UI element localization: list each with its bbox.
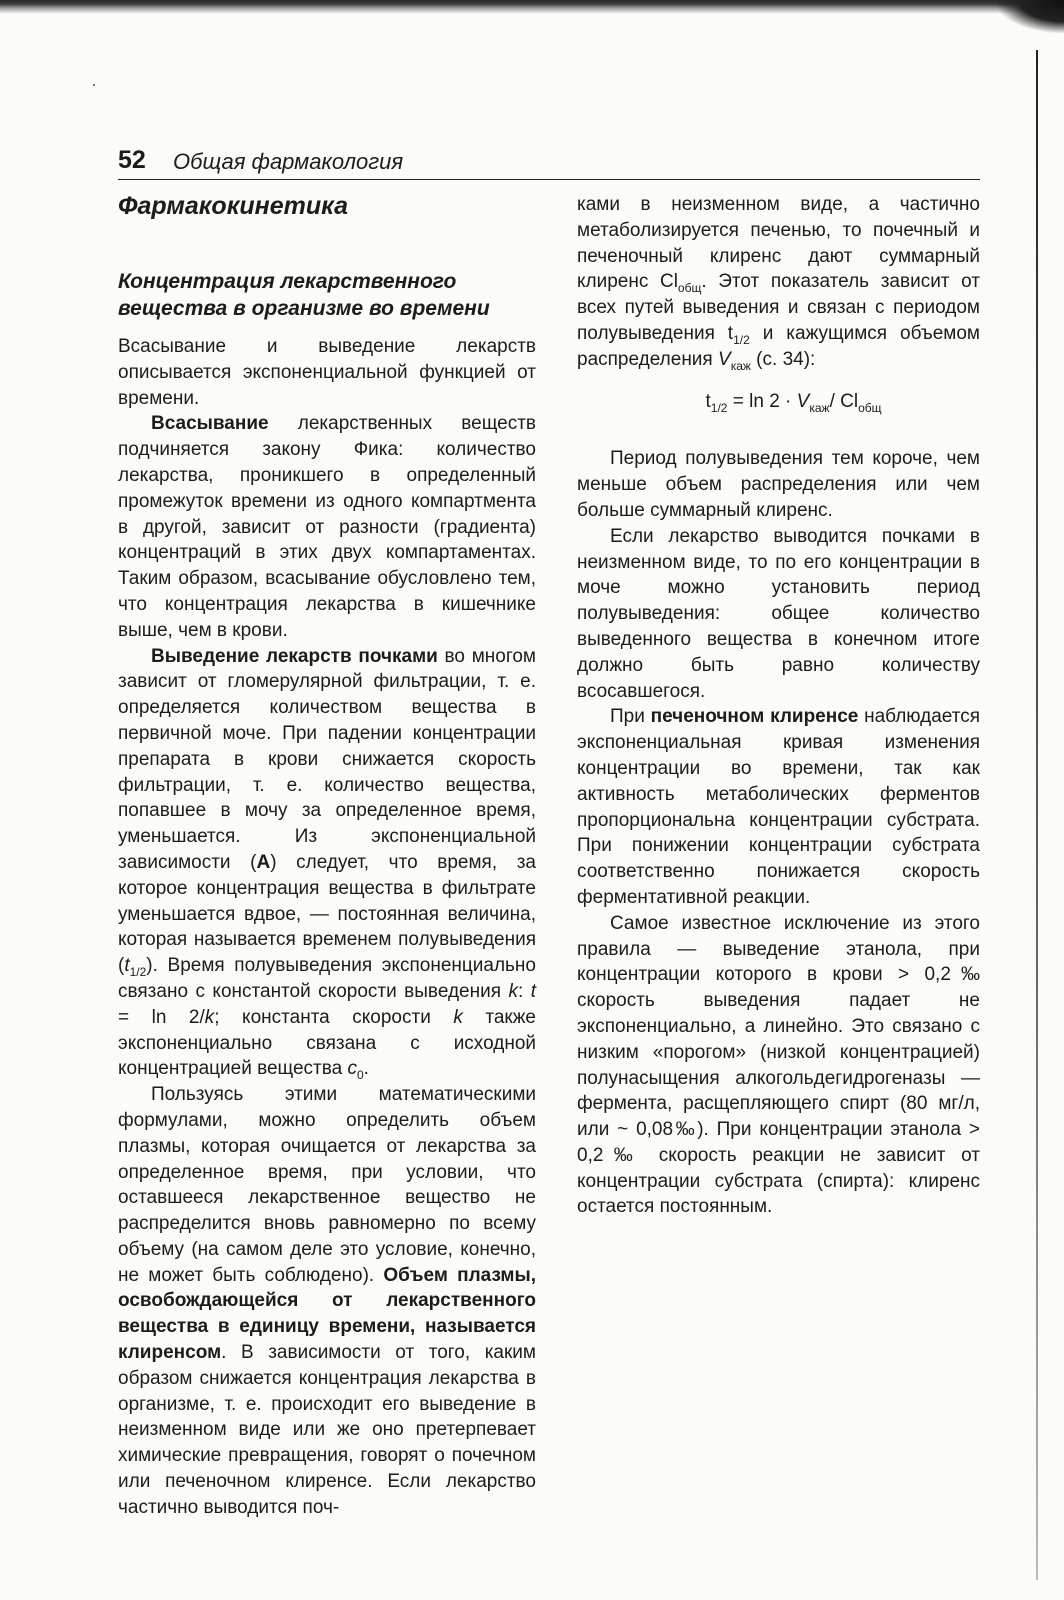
scan-corner-shadow — [994, 0, 1064, 34]
renal-text-e: = ln 2/ — [118, 1006, 205, 1028]
running-title: Общая фармакология — [173, 149, 404, 174]
renal-text-c: ). Время полувыведения экспоненциально связано с константой скорости выведения — [118, 955, 536, 1002]
clearance-text-a: Пользуясь этими математическими формулами, можно определить объем плазмы, которая очищается от лекарства за определенное время, при условии, что оставшееся лекарственное вещество не распределится вновь равномерно по всему объему (на самом деле это условие, конечно, не может быть соблюдено). — [118, 1084, 536, 1286]
renal-text-b: ) следует, что время, за которое концентрация вещества в фильтрате уменьшается вдвое, — постоянная величина, которая называется временем полувыведения ( — [118, 851, 536, 977]
symbol-t2: t — [530, 980, 537, 1002]
total-clearance-text-c: и кажущимся объемом распределения — [577, 322, 980, 370]
figure-ref-a: А — [256, 851, 271, 873]
renal-text-f: ; константа скорости — [214, 1006, 454, 1028]
term-absorption: Всасывание — [151, 413, 269, 435]
formula-ln2: = ln 2 · — [727, 390, 797, 412]
paragraph-hepatic-clearance — [577, 704, 980, 910]
half-life-formula — [577, 389, 980, 415]
section-title: Фармакокинетика — [118, 192, 349, 220]
total-clearance-text-b: . Этот показатель зависит от всех путей выведения и связан с периодом полувыведения t — [577, 271, 980, 344]
symbol-k2: k — [204, 1006, 215, 1028]
subsection-title: Концентрация лекарственного вещества в организме во времени — [118, 270, 490, 320]
term-hepatic-clearance: печеночном клиренсе — [650, 706, 859, 728]
renal-text-a: во многом зависит от гломерулярной фильтрации, т. е. определяется количеством вещества в первичной моче. При падении концентрации препарата в крови снижается скорость фильтрации, т. е. количество вещества, попавшее в мочу за определенное время, уменьшается. Из экспоненциальной зависимости ( — [118, 645, 536, 873]
formula-v-sub: каж — [809, 400, 830, 415]
symbol-c0: c — [347, 1058, 357, 1080]
term-renal-elimination: Выведение лекарств почками — [151, 645, 438, 667]
symbol-t: t — [124, 955, 130, 977]
formula-t: t — [705, 390, 711, 412]
clearance-text-b: . В зависимости от того, каким образом снижается концентрация лекарства в организме, т. е. происходит его выведение в неизменном виде или же оно претерпевает химические превращения, говорят о почечном или печеночном клиренсе. Если лекарство частично выводится поч- — [118, 1342, 536, 1518]
paragraph-urine: Если лекарство выводится почками в неизменном виде, то по его концентрации в моче можно установить период полувыведения: общее количество выведенного вещества в конечном итоге должно быть равно количеству всосавшегося. — [577, 525, 980, 702]
t-half-sub: 1/2 — [733, 332, 750, 347]
scan-right-edge — [1036, 50, 1038, 1580]
total-clearance-text-a: ками в неизменном виде, а частично метаболизируется печенью, то почечный и печеночный клиренс дают суммарный клиренс Cl — [577, 194, 980, 293]
symbol-k3: k — [453, 1006, 463, 1028]
paragraph-absorption — [118, 411, 536, 643]
paragraph-ethanol: Самое известное исключение из этого правила — выведение этанола, при концентрации которого в крови > 0,2‰ скорость выведения падает не экспоненциально, а линейно. Это связано с низким «порогом» (низкой концентрацией) полунасыщения алкогольдегидрогеназы — фермента, расщепляющего спирт (80 мг/л, или ~ 0,08‰). При концентрации этанола > 0,2‰ скорость реакции не зависит от концентрации субстрата (спирта): клиренс остается постоянным. — [577, 912, 980, 1218]
renal-text-end: . — [363, 1058, 369, 1080]
paragraph-clearance — [118, 1082, 536, 1521]
symbol-t-sub: 1/2 — [129, 964, 147, 979]
hepatic-text-b: наблюдается экспоненциальная кривая изменения концентрации во времени, так как активность метаболических ферментов пропорциональна концентрации субстрата. При понижении концентрации субстрата соответственно понижается скорость ферментативной реакции. — [577, 706, 981, 908]
scan-top-edge — [0, 0, 1064, 14]
formula-cl-sub: общ — [858, 400, 882, 415]
total-clearance-text-d: (с. 34): — [750, 348, 816, 370]
formula-cl: / Cl — [829, 390, 859, 412]
formula-v: V — [796, 390, 810, 412]
absorption-text: лекарственных веществ подчиняется закону Фика: количество лекарства, проникшего в определенный промежуток времени из одного компартмента в другой, зависит от разности (градиента) концентраций в этих двух компартаментах. Таким образом, всасывание обусловлено тем, что концентрация лекарства в кишечнике выше, чем в крови. — [118, 413, 536, 641]
paragraph-renal-elimination — [118, 644, 536, 1083]
renal-text-g: также экспоненциально связана с исходной концентрацией вещества — [118, 1006, 536, 1080]
renal-text-d: : — [517, 980, 531, 1002]
page-number: 52 — [118, 146, 146, 174]
paragraph-half-life: Период полувыведения тем короче, чем меньше объем распределения или чем больше суммарный клиренс. — [577, 448, 980, 521]
hepatic-text-a: При — [610, 706, 651, 728]
right-column — [577, 192, 980, 1220]
symbol-k: k — [508, 980, 518, 1002]
clearance-definition: Объем плазмы, освобождающейся от лекарственного вещества в единицу времени, называется клиренсом — [118, 1264, 536, 1364]
symbol-v: V — [718, 348, 731, 370]
paragraph-intro: Всасывание и выведение лекарств описывается экспоненциальной функцией от времени. — [118, 336, 536, 409]
scan-speck — [93, 84, 95, 86]
cl-sub: общ — [677, 281, 702, 296]
v-sub: каж — [730, 358, 751, 373]
left-column — [118, 192, 536, 1521]
page-header — [118, 143, 980, 180]
paragraph-total-clearance — [577, 192, 980, 373]
symbol-c0-sub: 0 — [356, 1068, 364, 1083]
formula-t-sub: 1/2 — [710, 400, 728, 415]
